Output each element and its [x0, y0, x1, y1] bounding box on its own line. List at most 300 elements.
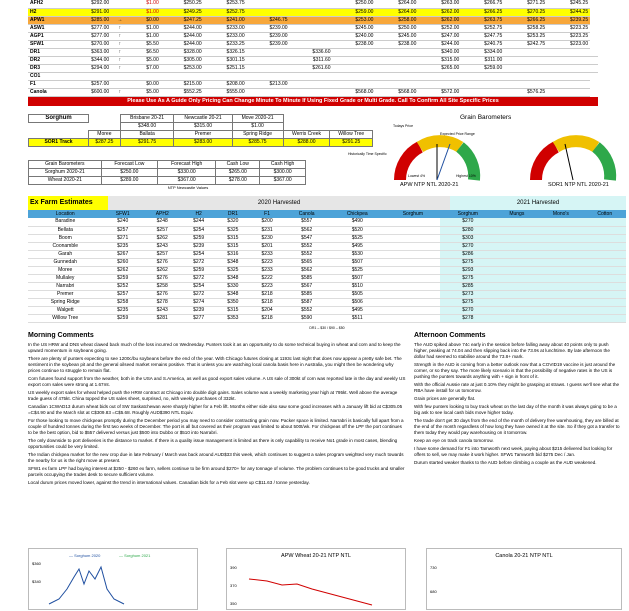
price-cell: $1.00	[129, 8, 161, 16]
price-row	[28, 56, 598, 64]
farm-cell	[385, 242, 440, 250]
farm-footnote: DR1 – $30 / $90 – $50	[309, 325, 345, 330]
price-cell: $600.00	[68, 88, 111, 96]
price-cell: $233.25	[204, 40, 247, 48]
price-cell: $259.00	[333, 8, 376, 16]
price-cell	[547, 88, 590, 96]
farm-cell	[584, 314, 627, 322]
farm-cell: $252	[102, 282, 142, 290]
price-cell	[247, 64, 290, 72]
sorghum-col-header: Werris Creek	[283, 131, 330, 139]
comment-paragraph: Local durum prices moved lower, against the trend in international values. Canadian bids for a Feb slot were up C$11.63 / tonne yesterday.	[28, 480, 310, 485]
sor1-gauge-caption: SOR1 NTP NTL 2020-21	[548, 182, 609, 188]
barometer-cell: $278.00	[216, 177, 260, 185]
farm-cell: $254	[182, 250, 216, 258]
barometer-note: NTP Newcastle Values	[167, 185, 209, 190]
farm-location: Moree	[28, 266, 102, 274]
farm-col-header: H2	[195, 210, 202, 217]
price-cell: $246.75	[247, 16, 290, 24]
price-cell: $363.00	[68, 48, 111, 56]
price-cell	[333, 72, 376, 80]
price-cell	[333, 64, 376, 72]
price-cell	[290, 88, 333, 96]
farm-cell: $218	[250, 314, 284, 322]
price-cell: $244.00	[161, 32, 204, 40]
farm-cell	[584, 290, 627, 298]
price-cell: $208.00	[204, 80, 247, 88]
price-cell: $270.00	[68, 40, 111, 48]
farm-row	[28, 258, 626, 266]
price-cell: $334.00	[461, 48, 504, 56]
farm-cell: $505	[329, 290, 385, 298]
price-cell	[547, 48, 590, 56]
comment-paragraph: Canadian 1CWAD13 durum wheat bids out of SW Saskatchewan were sharply higher for a Feb lift. Months either side also saw some good increases with a January lift bid at C$305.05 =C$4.90 and the March slot at C$309.83 =C$5.68. Roughly AUD$390 NTL Equiv.	[28, 404, 403, 415]
farm-cell: $495	[329, 242, 385, 250]
price-cell: $568.00	[375, 88, 418, 96]
price-cell	[504, 64, 547, 72]
price-row	[28, 40, 598, 48]
price-cell: $257.00	[68, 80, 111, 88]
farm-cell: $567	[284, 282, 329, 290]
barometer-cell: $330.00	[158, 169, 216, 177]
sorghum-row-value: $291.25	[330, 139, 373, 147]
price-cell	[247, 8, 290, 16]
farm-cell: $511	[329, 314, 385, 322]
sorghum-row-value: $288.00	[283, 139, 330, 147]
farm-location: Baradine	[28, 218, 102, 226]
sorghum-sub-header: Move 2020-21	[232, 115, 283, 123]
price-cell	[247, 72, 290, 80]
trend-arrow-icon	[111, 80, 129, 88]
farm-row	[28, 218, 626, 226]
farm-cell: $272	[182, 274, 216, 282]
farm-col-header: Mono's	[552, 210, 569, 217]
farm-cell	[584, 250, 627, 258]
price-cell: $264.00	[375, 8, 418, 16]
farm-cell: $348	[216, 274, 250, 282]
farm-col-header: Canola	[298, 210, 315, 217]
price-row-name: AFH2	[28, 0, 68, 8]
farm-cell	[495, 226, 538, 234]
price-cell	[461, 72, 504, 80]
barometers-table	[28, 160, 306, 185]
farm-cell: $325	[216, 226, 250, 234]
farm-cell: $259	[102, 274, 142, 282]
farm-cell: $270	[440, 306, 495, 314]
trend-arrow-icon: →	[111, 16, 129, 24]
farm-col-header: Chickpea	[346, 210, 368, 217]
price-cell: $292.00	[68, 0, 111, 8]
price-cell	[547, 80, 590, 88]
price-cell	[290, 8, 333, 16]
sorghum-row-value: $283.00	[174, 139, 232, 147]
price-cell	[504, 72, 547, 80]
farm-cell	[385, 274, 440, 282]
farm-cell: $315	[216, 242, 250, 250]
farm-location: Bellata	[28, 226, 102, 234]
farm-cell: $204	[250, 306, 284, 314]
trend-arrow-icon: ↑	[111, 56, 129, 64]
price-row-name: AGP1	[28, 32, 68, 40]
farm-cell	[538, 290, 583, 298]
farm-row	[28, 242, 626, 250]
price-cell	[504, 48, 547, 56]
price-cell	[590, 48, 598, 56]
farm-cell	[495, 234, 538, 242]
farm-cell: $495	[329, 306, 385, 314]
farm-cell: $244	[182, 218, 216, 226]
farm-cell: $243	[143, 242, 182, 250]
farm-cell: $223	[250, 258, 284, 266]
farm-cell: $552	[284, 250, 329, 258]
farm-cell	[495, 314, 538, 322]
apw-gauge-caption: APW NTP NTL 2020-21	[400, 182, 459, 188]
farm-cell	[538, 250, 583, 258]
farm-row	[28, 226, 626, 234]
price-cell: $266.75	[461, 0, 504, 8]
barometer-cell: Wheat 2020-21	[29, 177, 102, 185]
price-cell: $277.00	[68, 32, 111, 40]
apw-chart-svg	[227, 549, 407, 611]
sorghum-chart-legend-2021: — Sorghum 2021	[119, 553, 151, 558]
trend-arrow-icon	[111, 8, 129, 16]
farm-cell: $590	[284, 314, 329, 322]
price-grid	[28, 0, 598, 106]
farm-cell: $507	[329, 258, 385, 266]
price-cell: $223.25	[547, 32, 590, 40]
farm-cell: $565	[284, 258, 329, 266]
comment-paragraph: Grain prices are generally flat.	[414, 396, 476, 401]
price-cell: $244.00	[161, 40, 204, 48]
trend-arrow-icon: ↑	[111, 32, 129, 40]
price-row-name: DR2	[28, 56, 68, 64]
price-cell	[590, 64, 598, 72]
barometer-cell: $300.00	[260, 169, 306, 177]
farm-cell: $525	[329, 266, 385, 274]
farm-location: Garah	[28, 250, 102, 258]
price-cell: $301.15	[204, 56, 247, 64]
gauge-high-label: Highest 10%	[456, 174, 476, 178]
farm-cell: $262	[143, 266, 182, 274]
price-cell	[247, 48, 290, 56]
price-cell: $294.00	[68, 64, 111, 72]
barometers-table-section	[28, 160, 306, 190]
farm-cell: $278	[440, 314, 495, 322]
farm-cell: $222	[250, 274, 284, 282]
farm-cell	[495, 250, 538, 258]
farm-cell	[538, 234, 583, 242]
price-cell: $271.25	[504, 0, 547, 8]
farm-cell: $316	[216, 250, 250, 258]
sorghum-chart-ylabel: $360	[32, 561, 41, 566]
price-cell	[290, 72, 333, 80]
morning-comments	[28, 332, 406, 542]
farm-cell	[385, 218, 440, 226]
price-cell	[333, 56, 376, 64]
price-cell: $253.00	[161, 64, 204, 72]
farm-cell: $231	[250, 226, 284, 234]
afternoon-comments-title: Afternoon Comments	[414, 332, 486, 339]
price-cell: $1.00	[129, 32, 161, 40]
farm-cell	[538, 258, 583, 266]
farm-cell	[385, 298, 440, 306]
price-row	[28, 16, 598, 24]
farm-cell: $275	[440, 258, 495, 266]
farm-cell: $325	[216, 266, 250, 274]
farm-cell: $276	[143, 258, 182, 266]
price-cell: $285.00	[68, 16, 111, 24]
farm-cell	[385, 306, 440, 314]
comment-paragraph: With the official Aussie rate at just 0.10% they might be grasping at straws. I guess we'll see what the RBA have install for us tomorrow.	[414, 382, 620, 393]
farm-cell	[495, 298, 538, 306]
farm-row	[28, 274, 626, 282]
pricing-disclaimer-banner: Please Use As A Guide Only Pricing Can Change Minute To Minute If Using Fixed Grade or Multi Grade. Call To Confirm All Site Specific Prices	[28, 97, 598, 106]
farm-cell: $200	[250, 218, 284, 226]
gauge-label: Historically Time Specific	[348, 152, 387, 156]
farm-location: Premer	[28, 290, 102, 298]
farm-cell: $274	[182, 298, 216, 306]
farm-row	[28, 306, 626, 314]
price-cell: $266.25	[461, 8, 504, 16]
farm-col-header: Cotton	[597, 210, 613, 217]
farm-cell: $320	[216, 218, 250, 226]
sorghum-sub-header: Newcastle 20-21	[174, 115, 232, 123]
farm-cell: $280	[440, 226, 495, 234]
price-cell	[504, 80, 547, 88]
price-row	[28, 48, 598, 56]
farm-cell	[538, 306, 583, 314]
price-cell	[375, 48, 418, 56]
price-cell: $223.00	[547, 40, 590, 48]
farm-cell	[538, 314, 583, 322]
comment-paragraph: The AUD spiked above 74c early in the session before falling away about 40 points only to push higher, peaking at 74.04 and then slipping back into the 73.9s at lunchtime. By late afternoon the dollar had seemed to stabilise around the 73.8+ mark.	[414, 342, 610, 359]
price-cell	[68, 72, 111, 80]
price-row-name: DR1	[28, 48, 68, 56]
canola-chart	[426, 548, 622, 610]
farm-cell	[538, 242, 583, 250]
price-cell: $240.75	[461, 40, 504, 48]
farm-cell	[538, 282, 583, 290]
farm-cell: $254	[182, 282, 216, 290]
comment-paragraph: There are plenty of punters expecting to see 1200c/bu soybeans before the end of the year. With Chicago futures closing at 1193c last night that does now appear a pretty safe bet. The sentiment in the soybean pit and the general oilseed market remains positive. That is unless you are watching local canola basis here in Australia, you might then be wondering why prices continue to struggle to remain flat.	[28, 356, 402, 373]
price-cell: $250.00	[375, 24, 418, 32]
barometer-cell: Sorghum 2020-21	[29, 169, 102, 177]
trend-arrow-icon: ↑	[111, 24, 129, 32]
farm-cell: $557	[284, 218, 329, 226]
farm-col-header: Sorghum	[402, 210, 423, 217]
sorghum-row-value: $287.25	[89, 139, 121, 147]
farm-cell	[584, 258, 627, 266]
farm-cell: $218	[250, 290, 284, 298]
price-cell: $253.25	[504, 32, 547, 40]
sorghum-chart-svg	[29, 549, 199, 611]
trend-arrow-icon: ↑	[111, 40, 129, 48]
canola-chart-title: Canola 20-21 NTP NTL	[495, 553, 553, 559]
farm-cell	[584, 274, 627, 282]
farm-cell: $353	[216, 314, 250, 322]
farm-location: Spring Ridge	[28, 298, 102, 306]
farm-cell: $267	[102, 250, 142, 258]
comment-paragraph: The only downside to port deliveries is the distance to market. If there is a quality issue management is limited as there is only capability to receive No1 grade in most cases, blending opportunities could be very limited.	[28, 438, 398, 449]
farm-cell: $585	[284, 274, 329, 282]
trend-arrow-icon	[111, 0, 129, 8]
price-row-name: APW1	[28, 16, 68, 24]
price-cell: $253.75	[204, 0, 247, 8]
price-cell	[590, 56, 598, 64]
farm-row	[28, 266, 626, 274]
price-cell: $242.75	[504, 40, 547, 48]
price-cell: $311.60	[290, 56, 333, 64]
sorghum-col-header: Willow Tree	[330, 131, 373, 139]
farm-cell: $259	[182, 234, 216, 242]
price-cell: $233.00	[204, 32, 247, 40]
farm-cell	[385, 226, 440, 234]
price-cell	[375, 56, 418, 64]
price-row	[28, 0, 598, 8]
comment-paragraph: Durum started weaker thanks to the AUD before climbing a couple as the AUD weakened.	[414, 460, 597, 465]
farm-cell: $262	[102, 266, 142, 274]
farm-cell: $243	[143, 306, 182, 314]
price-cell: $1.00	[129, 0, 161, 8]
gauge-label: Todays Price	[393, 124, 414, 128]
farm-cell	[495, 258, 538, 266]
price-cell: $252.75	[204, 8, 247, 16]
farm-cell: $490	[329, 218, 385, 226]
price-cell: $336.60	[290, 48, 333, 56]
farm-cell: $223	[250, 282, 284, 290]
price-cell: $344.00	[68, 56, 111, 64]
price-cell: $7.00	[129, 64, 161, 72]
farm-cell: $530	[329, 250, 385, 258]
farm-cell	[495, 242, 538, 250]
farm-cell: $260	[102, 258, 142, 266]
price-row-name: SFW1	[28, 40, 68, 48]
barometer-header: Grain Barometers	[29, 161, 102, 169]
farm-cell: $562	[284, 226, 329, 234]
farm-col-header: Sorghum	[457, 210, 478, 217]
farm-cell: $273	[440, 290, 495, 298]
sorghum-sub-value: $348.00	[120, 123, 174, 131]
comment-paragraph: For those looking to move chickpeas promptly during the December period you may need to consider contracting grain now. Packer space is limited. Narrabri is basically full apart from a couple of hundred tonnes during the first two weeks of December. The port is all but covered as their program was limited to about 500t/wk. For chickpeas off the LPF the port continues to be the best option, bid to $557 delivered versus just $500 into Dubbo or $510 into Narrabri.	[28, 418, 404, 435]
farm-row	[28, 314, 626, 322]
sorghum-row-value: $291.75	[120, 139, 174, 147]
barometer-header: Cash Low	[216, 161, 260, 169]
price-cell: $259.00	[461, 64, 504, 72]
ex-farm-estimates	[28, 196, 626, 330]
farm-cell: $275	[440, 274, 495, 282]
farm-cell: $293	[440, 266, 495, 274]
price-cell: $552.25	[161, 88, 204, 96]
farm-cell	[538, 218, 583, 226]
ex-farm-table	[28, 210, 626, 323]
price-cell: $239.25	[547, 16, 590, 24]
barometer-header: Cash High	[260, 161, 306, 169]
sorghum-col-header: Premer	[174, 131, 232, 139]
farm-cell: $230	[250, 234, 284, 242]
farm-cell: $330	[216, 282, 250, 290]
comment-paragraph: Corn futures found support from the weather, both in the USA and S.America, as well as good export sales volume. A US sale of 300kt of corn was reported late in the day and weekly US export corn sales were strong at 1.67mt.	[28, 376, 406, 387]
farm-cell: $520	[329, 226, 385, 234]
farm-cell	[538, 298, 583, 306]
farm-cell	[584, 266, 627, 274]
farm-location: Willow Tree	[28, 314, 102, 322]
comment-paragraph: Keep an eye on track canola tomorrow.	[414, 438, 494, 443]
sorghum-section	[28, 114, 373, 147]
price-cell: $245.25	[547, 0, 590, 8]
sorghum-col-header: Ballata	[120, 131, 174, 139]
price-cell: $291.00	[68, 8, 111, 16]
price-row-name: CO1	[28, 72, 68, 80]
price-cell	[461, 88, 504, 96]
price-cell: $6.50	[129, 48, 161, 56]
price-cell: $270.25	[504, 8, 547, 16]
farm-cell	[584, 306, 627, 314]
price-cell: $241.00	[204, 16, 247, 24]
farm-cell: $272	[182, 290, 216, 298]
price-cell	[461, 80, 504, 88]
farm-cell: $218	[250, 298, 284, 306]
price-cell: $555.00	[204, 88, 247, 96]
farm-cell: $275	[440, 298, 495, 306]
price-row-name: F1	[28, 80, 68, 88]
farm-cell	[385, 250, 440, 258]
farm-cell	[584, 282, 627, 290]
farm-cell: $315	[216, 306, 250, 314]
price-cell: $251.15	[204, 64, 247, 72]
ex-farm-title: Ex Farm Estimates	[28, 196, 108, 210]
trend-arrow-icon	[111, 72, 129, 80]
price-row	[28, 72, 598, 80]
price-cell	[504, 56, 547, 64]
price-cell: $265.00	[418, 64, 461, 72]
farm-cell	[385, 314, 440, 322]
farm-cell	[385, 282, 440, 290]
harvest-2021-header: 2021 Harvested	[450, 196, 626, 210]
price-cell: $266.25	[504, 16, 547, 24]
sorghum-sub-value: $315.00	[174, 123, 232, 131]
farm-location: Boom	[28, 234, 102, 242]
farm-cell: $235	[102, 242, 142, 250]
gauge-low-label: Lowest 4%	[408, 174, 426, 178]
farm-cell: $276	[143, 274, 182, 282]
farm-cell	[584, 298, 627, 306]
price-cell: $1.00	[129, 24, 161, 32]
farm-cell: $201	[250, 242, 284, 250]
price-cell: $247.75	[461, 32, 504, 40]
sorghum-chart	[28, 548, 198, 610]
farm-cell	[385, 234, 440, 242]
price-row	[28, 80, 598, 88]
farm-cell	[495, 282, 538, 290]
price-cell: $568.00	[333, 88, 376, 96]
farm-cell	[538, 226, 583, 234]
price-cell	[290, 0, 333, 8]
apw-chart-ylabel: 390	[230, 565, 237, 570]
farm-cell: $315	[216, 234, 250, 242]
farm-cell: $259	[182, 266, 216, 274]
farm-col-header: APH2	[155, 210, 169, 217]
price-cell	[247, 0, 290, 8]
price-cell	[375, 72, 418, 80]
sorghum-table	[28, 114, 373, 147]
farm-cell: $552	[284, 306, 329, 314]
apw-chart-ylabel: 350	[230, 601, 237, 606]
price-cell: $247.00	[418, 32, 461, 40]
price-cell	[204, 72, 247, 80]
price-cell	[547, 72, 590, 80]
apw-chart-title: APW Wheat 20-21 NTP NTL	[281, 553, 351, 559]
farm-cell	[584, 242, 627, 250]
